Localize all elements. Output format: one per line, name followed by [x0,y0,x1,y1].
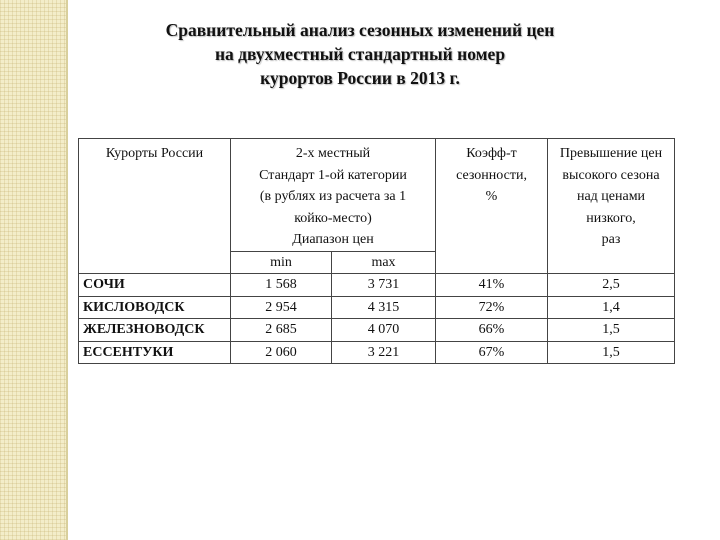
table-row [79,296,675,319]
resort-name: ЖЕЛЕЗНОВОДСК [79,319,231,342]
header-row [79,139,675,252]
table-row [79,341,675,364]
price-min: 2 954 [231,296,332,319]
price-excess: 1,4 [548,296,675,319]
price-max: 3 731 [332,274,436,297]
header-coef-line: Коэфф-т [466,146,517,161]
header-coef-line: сезонности, [456,167,527,183]
header-excess [548,139,675,274]
seasonality-coef: 66% [436,319,548,342]
title-line-2: на двухместный стандартный номер [214,44,506,64]
seasonality-coef: 72% [436,296,548,319]
header-excess-line: высокого сезона [562,167,660,183]
header-excess-line: раз [601,232,621,247]
sidebar-divider [66,0,68,540]
header-excess-line: Превышение цен [559,146,663,161]
header-price-range [231,139,436,252]
price-excess: 2,5 [548,274,675,297]
price-excess: 1,5 [548,341,675,364]
table-row [79,274,675,297]
header-price-line: (в рублях из расчета за 1 [259,189,407,204]
header-coef-line: % [485,189,498,204]
header-excess-line: низкого, [586,210,636,226]
price-min: 2 060 [231,341,332,364]
title-line-3: курортов России в 2013 г. [260,68,460,88]
price-max: 4 070 [332,319,436,342]
header-resort: Курорты России [79,139,231,274]
price-max: 3 221 [332,341,436,364]
header-excess-line: над ценами [576,189,646,204]
seasonality-coef: 41% [436,274,548,297]
seasonality-coef: 67% [436,341,548,364]
page-title [110,18,610,90]
resort-name: ЕССЕНТУКИ [79,341,231,364]
price-excess: 1,5 [548,319,675,342]
price-min: 1 568 [231,274,332,297]
title-line-1: Сравнительный анализ сезонных изменений цен [165,20,555,40]
header-price-line: койко-место) [294,210,372,226]
price-max: 4 315 [332,296,436,319]
price-min: 2 685 [231,319,332,342]
resort-name: КИСЛОВОДСК [79,296,231,319]
resort-name: СОЧИ [79,274,231,297]
header-price-line: 2-х местный [295,146,371,161]
decorative-sidebar [0,0,66,540]
table-row [79,319,675,342]
header-coefficient [436,139,548,274]
price-comparison-table [78,138,675,364]
header-min: min [231,251,332,274]
header-price-line: Диапазон цен [292,232,374,247]
header-max: max [332,251,436,274]
header-price-line: Стандарт 1-ой категории [259,167,407,183]
